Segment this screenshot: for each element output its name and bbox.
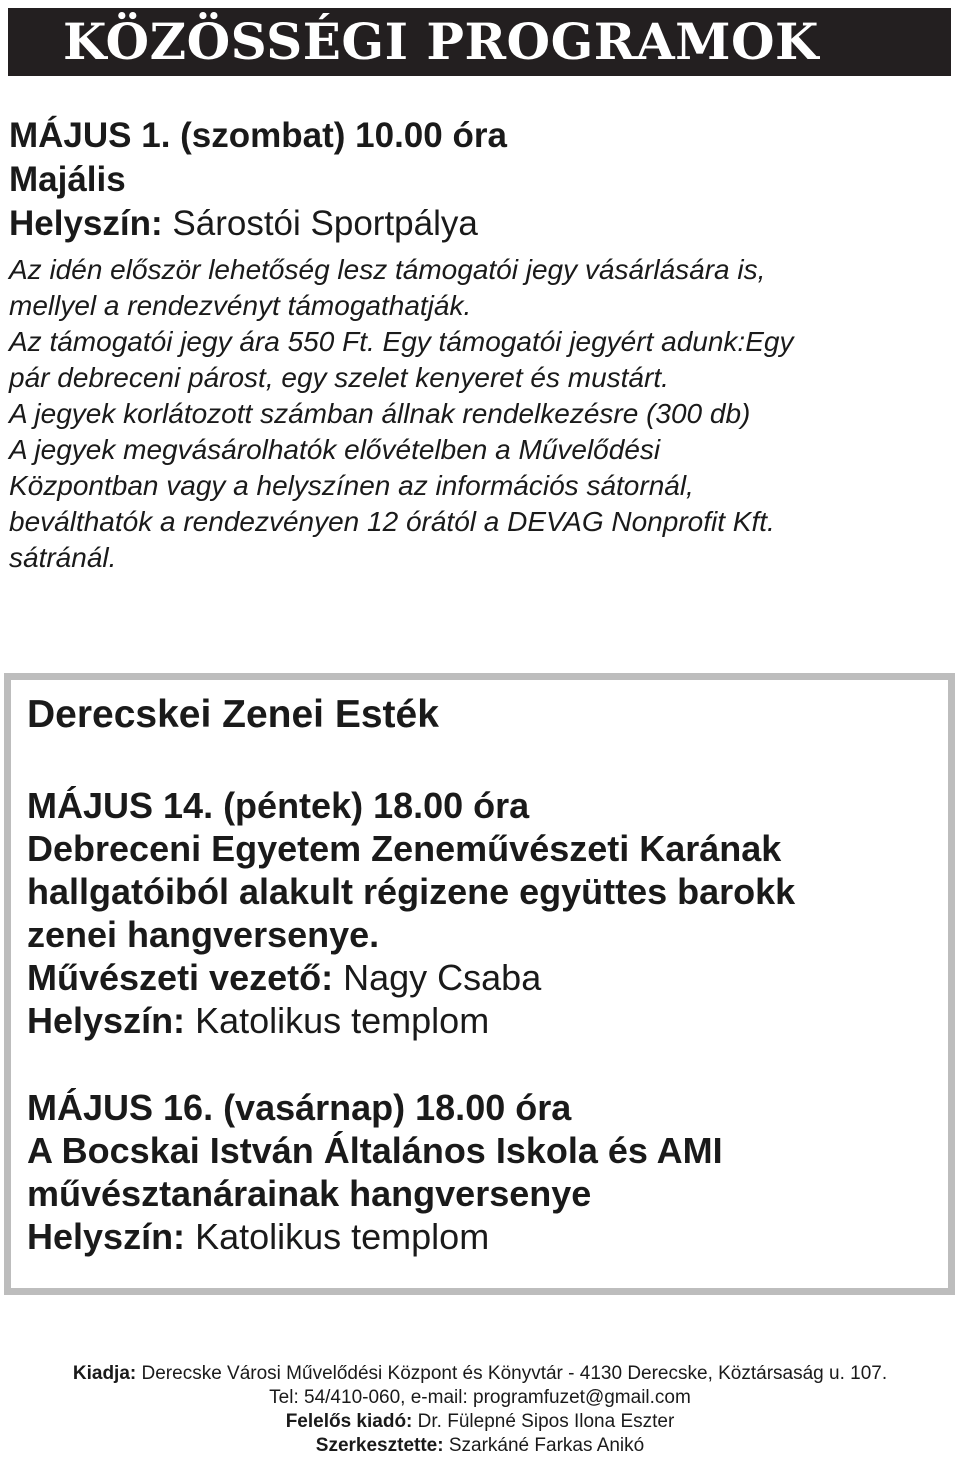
location-label: Helyszín: <box>27 1000 186 1041</box>
majalis-location <box>9 202 949 246</box>
majalis-date: MÁJUS 1. (szombat) 10.00 óra <box>9 116 507 155</box>
description-line: Az támogatói jegy ára 550 Ft. Egy támogatói jegyért adunk:Egy <box>9 326 794 357</box>
director-label: Művészeti vezető: <box>27 957 334 998</box>
location-value: Katolikus templom <box>195 1216 490 1257</box>
publisher-line <box>0 1362 960 1386</box>
event-description-line: Debreceni Egyetem Zeneművészeti Karának <box>27 828 782 869</box>
event-description-line: művésztanárainak hangversenye <box>27 1173 592 1214</box>
event-director <box>27 956 927 999</box>
editor-label: Szerkesztette: <box>315 1435 444 1456</box>
event-date: MÁJUS 16. (vasárnap) 18.00 óra <box>27 1087 572 1128</box>
description-line: pár debreceni párost, egy szelet kenyeret és mustárt. <box>9 362 669 393</box>
location-value: Katolikus templom <box>195 1000 490 1041</box>
editor-line <box>0 1434 960 1458</box>
publisher-value: Derecske Városi Művelődési Központ és Könyvtár - 4130 Derecske, Köztársaság u. 107. <box>141 1363 888 1384</box>
description-line: Az idén először lehetőség lesz támogatói jegy vásárlására is, <box>9 254 766 285</box>
location-label: Helyszín: <box>9 204 163 243</box>
responsible-label: Felelős kiadó: <box>285 1411 413 1432</box>
box-title: Derecskei Zenei Esték <box>27 693 439 736</box>
event-location <box>27 999 927 1042</box>
event-description-line: hallgatóiból alakult régizene együttes barokk <box>27 871 796 912</box>
director-value: Nagy Csaba <box>343 957 542 998</box>
location-label: Helyszín: <box>27 1216 186 1257</box>
event-description-line: zenei hangversenye. <box>27 914 380 955</box>
page-title: KÖZÖSSÉGI PROGRAMOK <box>62 12 819 71</box>
description-line: sátránál. <box>9 542 117 573</box>
description-line: Központban vagy a helyszínen az információs sátornál, <box>9 470 694 501</box>
responsible-value: Dr. Fülepné Sipos Ilona Eszter <box>417 1411 675 1432</box>
description-line: beválthatók a rendezvényen 12 órától a DEVAG Nonprofit Kft. <box>9 506 775 537</box>
concert-event-2 <box>27 1086 927 1258</box>
zenei-estek-box <box>4 673 955 1295</box>
footer-imprint <box>0 1362 960 1458</box>
publisher-label: Kiadja: <box>72 1363 137 1384</box>
event-description-line: A Bocskai István Általános Iskola és AMI <box>27 1130 723 1171</box>
editor-value: Szarkáné Farkas Anikó <box>448 1435 645 1456</box>
majalis-name: Majális <box>9 160 126 199</box>
description-line: mellyel a rendezvényt támogathatják. <box>9 290 472 321</box>
majalis-section <box>9 114 949 576</box>
header-banner <box>8 8 951 76</box>
majalis-description <box>9 252 949 576</box>
location-value: Sárostói Sportpálya <box>172 204 478 243</box>
responsible-line <box>0 1410 960 1434</box>
concert-event-1 <box>27 784 927 1042</box>
event-date: MÁJUS 14. (péntek) 18.00 óra <box>27 785 530 826</box>
contact-line: Tel: 54/410-060, e-mail: programfuzet@gmail.com <box>269 1387 691 1408</box>
description-line: A jegyek megvásárolhatók elővételben a Művelődési <box>9 434 661 465</box>
description-line: A jegyek korlátozott számban állnak rendelkezésre (300 db) <box>9 398 751 429</box>
event-location <box>27 1215 927 1258</box>
